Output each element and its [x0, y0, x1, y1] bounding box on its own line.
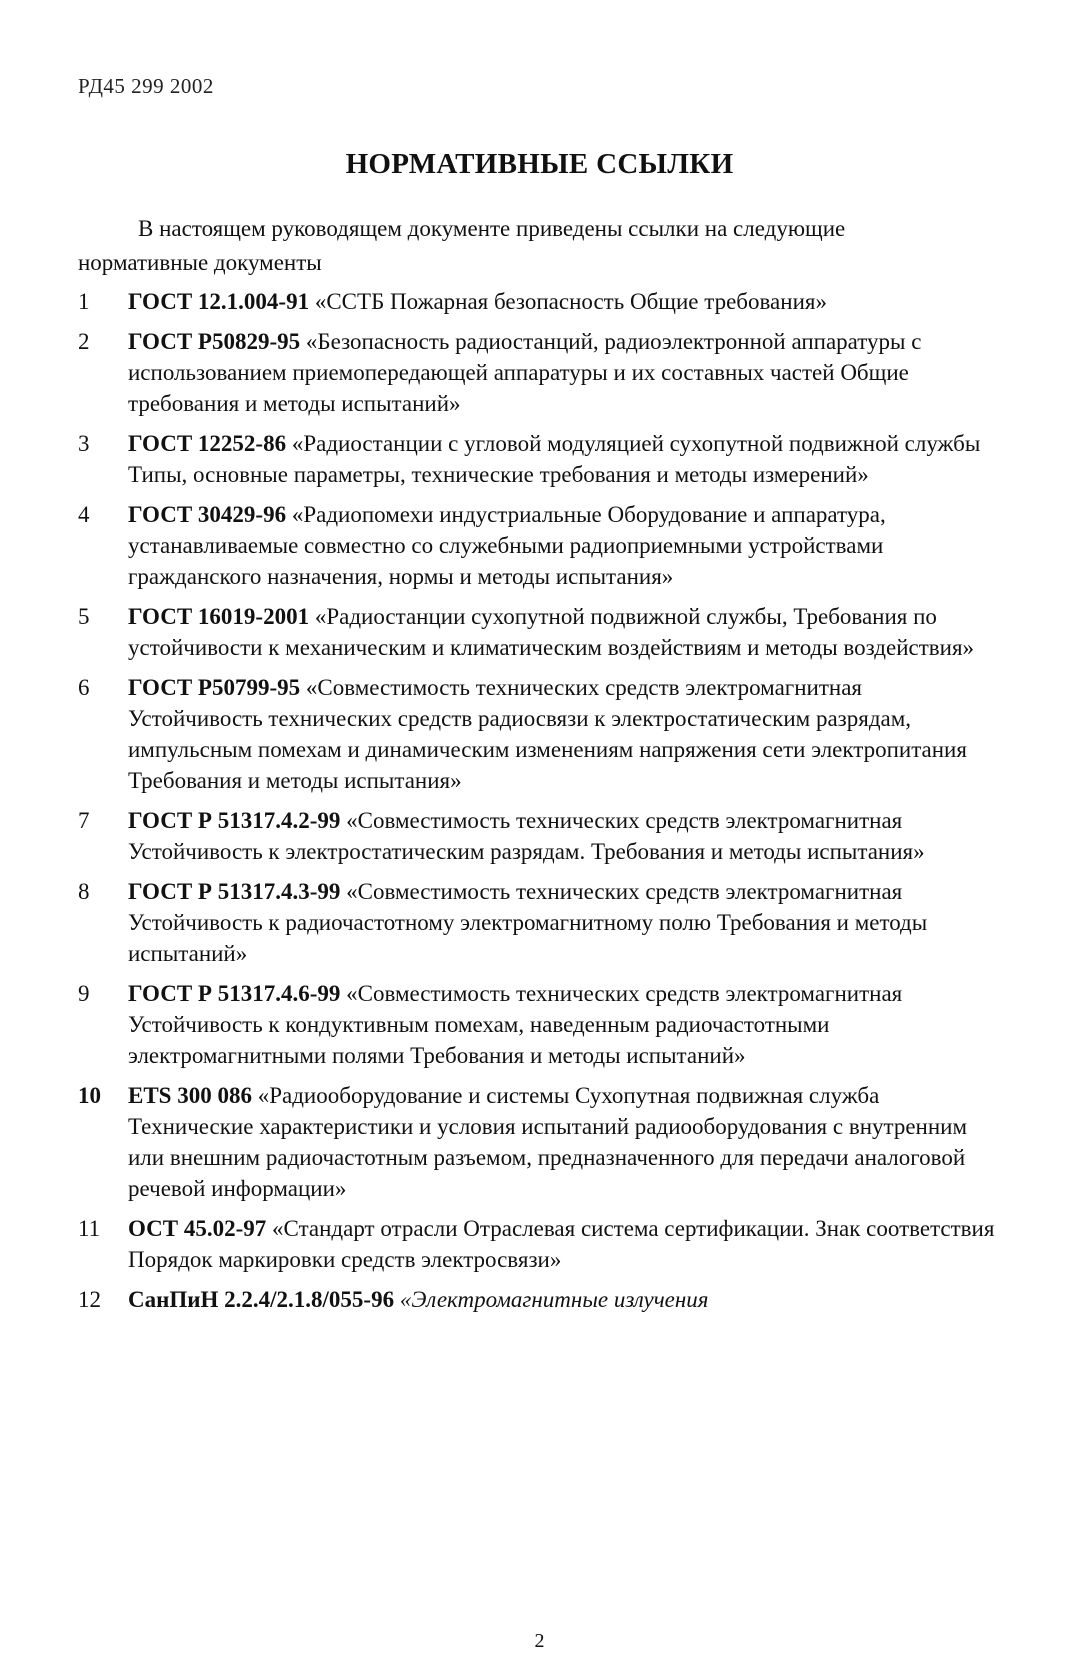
- reference-body: [128, 978, 998, 1071]
- reference-code: ГОСТ Р 51317.4.2-99: [128, 808, 341, 833]
- reference-code: ГОСТ Р50829-95: [128, 329, 301, 354]
- reference-body: [128, 805, 998, 867]
- reference-item: [78, 1284, 998, 1315]
- reference-body: [128, 601, 998, 663]
- reference-item: [78, 499, 998, 592]
- reference-text: «Совместимость технических средств электромагнитная Устойчивость технических средств радиосвязи к электростатическим разрядам, импульсным помехам и динамическим изменениям напряжения сети электропитания Требования и методы испытания»: [128, 675, 967, 793]
- reference-body: [128, 428, 998, 490]
- page-number: 2: [534, 1630, 545, 1652]
- reference-number: 4: [78, 502, 90, 527]
- reference-code: ГОСТ 16019-2001: [128, 604, 310, 629]
- reference-text: «Радиопомехи индустриальные Оборудование и аппаратура, устанавливаемые совместно со служебными радиоприемными устройствами гражданского назначения, нормы и методы испытания»: [128, 502, 886, 589]
- reference-body: [128, 672, 998, 796]
- reference-item: [78, 428, 998, 490]
- reference-text: «Радиооборудование и системы Сухопутная подвижная служба Технические характеристики и условия испытаний радиооборудования с внутренним или внешним радиочастотным разъемом, предназначенного для передачи аналоговой речевой информации»: [128, 1083, 968, 1201]
- reference-text: «Совместимость технических средств электромагнитная Устойчивость к радиочастотному электромагнитному полю Требования и методы испытаний»: [128, 879, 928, 966]
- reference-item: [78, 978, 998, 1071]
- reference-item: [78, 672, 998, 796]
- reference-number: 7: [78, 808, 90, 833]
- reference-number: 6: [78, 675, 90, 700]
- reference-text: «Совместимость технических средств электромагнитная Устойчивость к электростатическим разрядам. Требования и методы испытания»: [128, 808, 925, 864]
- reference-text: «Радиостанции сухопутной подвижной службы, Требования по устойчивости к механическим и климатическим воздействиям и методы воздействия»: [128, 604, 975, 660]
- reference-text: «Безопасность радиостанций, радиоэлектронной аппаратуры с использованием приемопередающей аппаратуры и их составных частей Общие требования и методы испытаний»: [128, 329, 922, 416]
- reference-code: ГОСТ 12.1.004-91: [128, 289, 310, 314]
- document-code: РД45 299 2002: [78, 74, 214, 98]
- reference-code: СанПиН 2.2.4/2.1.8/055-96: [128, 1287, 395, 1312]
- reference-item: [78, 1080, 998, 1204]
- reference-item: [78, 876, 998, 969]
- page-title: НОРМАТИВНЫЕ ССЫЛКИ: [345, 148, 734, 180]
- reference-text: «ССТБ Пожарная безопасность Общие требования»: [309, 289, 827, 314]
- reference-code: ГОСТ 12252-86: [128, 431, 287, 456]
- reference-code: ГОСТ Р 51317.4.3-99: [128, 879, 341, 904]
- reference-code: ГОСТ Р50799-95: [128, 675, 301, 700]
- reference-item: [78, 1213, 998, 1275]
- reference-body: [128, 326, 998, 419]
- reference-body: [128, 1080, 998, 1204]
- reference-body: [128, 499, 998, 592]
- reference-number: 8: [78, 879, 90, 904]
- reference-body: [128, 1213, 998, 1275]
- reference-code: ГОСТ 30429-96: [128, 502, 287, 527]
- reference-body: [128, 876, 998, 969]
- reference-text: «Стандарт отрасли Отраслевая система сертификации. Знак соответствия Порядок маркировки средств электросвязи»: [128, 1216, 995, 1272]
- reference-number: 5: [78, 604, 90, 629]
- reference-text: «Радиостанции с угловой модуляцией сухопутной подвижной службы Типы, основные параметры, технические требования и методы измерений»: [128, 431, 981, 487]
- reference-number: 11: [78, 1216, 101, 1241]
- reference-code: ГОСТ Р 51317.4.6-99: [128, 981, 341, 1006]
- reference-number: 12: [78, 1287, 101, 1312]
- reference-item: [78, 326, 998, 419]
- reference-number: 10: [78, 1083, 101, 1108]
- reference-body: [128, 1284, 998, 1315]
- reference-text: «Электромагнитные излучения: [394, 1287, 709, 1312]
- reference-number: 9: [78, 981, 90, 1006]
- reference-number: 2: [78, 329, 90, 354]
- reference-item: [78, 601, 998, 663]
- reference-code: ОСТ 45.02-97: [128, 1216, 267, 1241]
- intro-paragraph: В настоящем руководящем документе приведены ссылки на следующие нормативные документы: [78, 216, 846, 275]
- reference-text: «Совместимость технических средств электромагнитная Устойчивость к кондуктивным помехам, наведенным радиочастотными электромагнитными полями Требования и методы испытаний»: [128, 981, 903, 1068]
- references-list: [78, 286, 998, 1324]
- reference-item: [78, 805, 998, 867]
- reference-number: 1: [78, 289, 90, 314]
- reference-body: [128, 286, 998, 317]
- reference-number: 3: [78, 431, 90, 456]
- reference-code: ETS 300 086: [128, 1083, 252, 1108]
- reference-item: [78, 286, 998, 317]
